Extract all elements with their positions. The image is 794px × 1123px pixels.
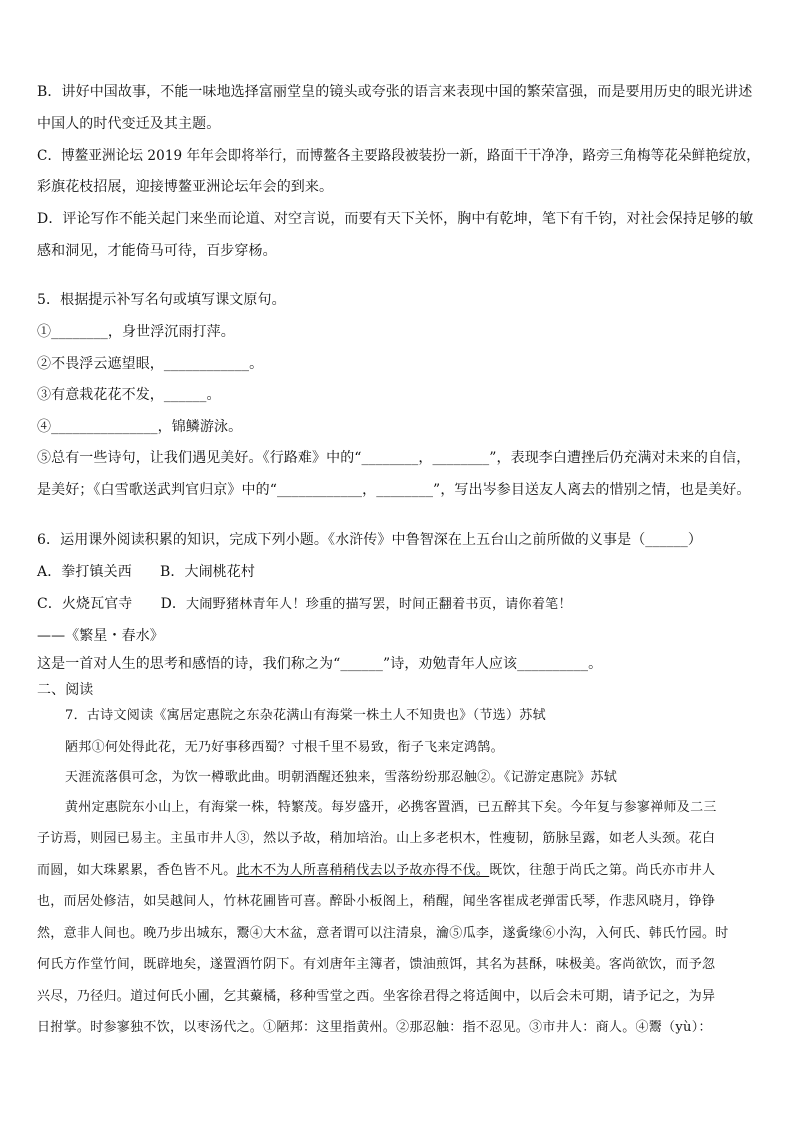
prose-line-2: 子访焉，则园已易主。主虽市井人③，然以予故，稍加培治。山上多老枳木，性瘦韧，筋脉呈露，如老人头颈。花白 — [37, 831, 716, 846]
prose-line-3-end: 既饮，往憩于尚氏之第。尚氏亦市井人 — [489, 863, 716, 878]
prose-line-5: 然，意非人间也。晚乃步出城东，鬻④大木盆，意者谓可以注清泉，瀹⑤瓜李，遂夤缘⑥小沟，入何氏、韩氏竹园。时 — [37, 926, 729, 941]
poem-line-1: 陋邦①何处得此花，无乃好事移西蜀？寸根千里不易致，衔子飞来定鸿鹄。 — [65, 740, 504, 755]
question-5-item-3: ③有意栽花花不发，______。 — [37, 387, 221, 403]
prose-line-3-start: 而圆，如大珠累累，香色皆不凡。 — [37, 863, 237, 878]
question-6-options-cd — [37, 595, 572, 614]
question-5-title: 5．根据提示补写名句或填写课文原句。 — [37, 292, 286, 308]
question-6-prompt: 这是一首对人生的思考和感悟的诗，我们称之为“______”诗，劝勉青年人应该__________。 — [37, 656, 603, 672]
option-d-line-2: 感和洞见，才能倚马可待，百步穿杨。 — [37, 243, 277, 259]
option-b-line-2: 中国人的时代变迁及其主题。 — [37, 116, 221, 132]
question-6-option-c: C．火烧瓦官寺 D． — [37, 596, 187, 612]
question-5-item-2: ②不畏浮云遮望眼，____________。 — [37, 356, 264, 372]
question-5-item-1: ①________，身世浮沉雨打萍。 — [37, 324, 235, 340]
section-2-heading: 二、阅读 — [37, 682, 94, 698]
question-6-option-d-poem: 大闹野猪林青年人！珍重的描写罢，时间正翻着书页，请你着笔！ — [186, 597, 572, 612]
question-6-title: 6．运用课外阅读积累的知识，完成下列小题。《水浒传》中鲁智深在上五台山之前所做的义事是（______） — [37, 532, 703, 548]
option-b-line-1: B．讲好中国故事，不能一味地选择富丽堂皇的镜头或夸张的语言来表现中国的繁荣富强，而是要用历史的眼光讲述 — [37, 84, 753, 100]
question-5-item-4: ④_______________，锦鳞游泳。 — [37, 419, 243, 435]
prose-line-1: 黄州定惠院东小山上，有海棠一株，特繁茂。每岁盛开，必携客置酒，已五醉其下矣。今年复与参寥禅师及二三 — [65, 800, 717, 815]
prose-line-3 — [37, 862, 715, 880]
poem-line-2: 天涯流落俱可念，为饮一樽歌此曲。明朝酒醒还独来，雪落纷纷那忍触②。《记游定惠院》苏轼 — [65, 770, 618, 785]
question-6-options-ab: A．拳打镇关西 B．大闹桃花村 — [37, 564, 255, 580]
prose-line-4: 也，而居处修洁，如吴越间人，竹林花圃皆可喜。醉卧小板阁上，稍醒，闻坐客崔成老弹雷氏琴，作悲风晓月，铮铮 — [37, 894, 716, 909]
option-c-line-2: 彩旗花枝招展，迎接博鳌亚洲论坛年会的到来。 — [37, 179, 334, 195]
prose-line-7: 兴尽，乃径归。道过何氏小圃，乞其藂橘，移种雪堂之西。坐客徐君得之将适闽中，以后会未可期，请予记之，为异 — [37, 989, 716, 1004]
prose-line-6: 何氏方作堂竹间，既辟地矣，遂置酒竹阴下。有刘唐年主簿者，馈油煎饵，其名为甚酥，味极美。客尚欲饮，而予忽 — [37, 957, 716, 972]
option-d-line-1: D．评论写作不能关起门来坐而论道、对空言说，而要有天下关怀，胸中有乾坤，笔下有千钧，对社会保持足够的敏 — [37, 211, 754, 227]
underlined-sentence: 此木不为人所喜稍稍伐去以予故亦得不伐。 — [236, 863, 490, 878]
prose-line-8: 日拊掌。时参寥独不饮，以枣汤代之。①陋邦：这里指黄州。②那忍触：指不忍见。③市井人：商人。④鬻（yù）： — [37, 1020, 712, 1035]
question-7-title: 7．古诗文阅读《寓居定惠院之东杂花满山有海棠一株土人不知贵也》（节选）苏轼 — [65, 708, 546, 723]
option-c-line-1: C．博鳌亚洲论坛 2019 年年会即将举行，而博鳌各主要路段被装扮一新，路面干干净净，路旁三角梅等花朵鲜艳绽放， — [37, 148, 760, 164]
question-5-item-5-line-2: 是美好；《白雪歌送武判官归京》中的“____________，________”，写出岑参目送友人离去的惜别之情，也是美好。 — [37, 482, 751, 498]
question-5-item-5-line-1: ⑤总有一些诗句，让我们遇见美好。《行路难》中的“________，________”，表现李白遭挫后仍充满对未来的自信， — [37, 450, 751, 466]
question-6-source: ——《繁星・春水》 — [37, 628, 164, 644]
